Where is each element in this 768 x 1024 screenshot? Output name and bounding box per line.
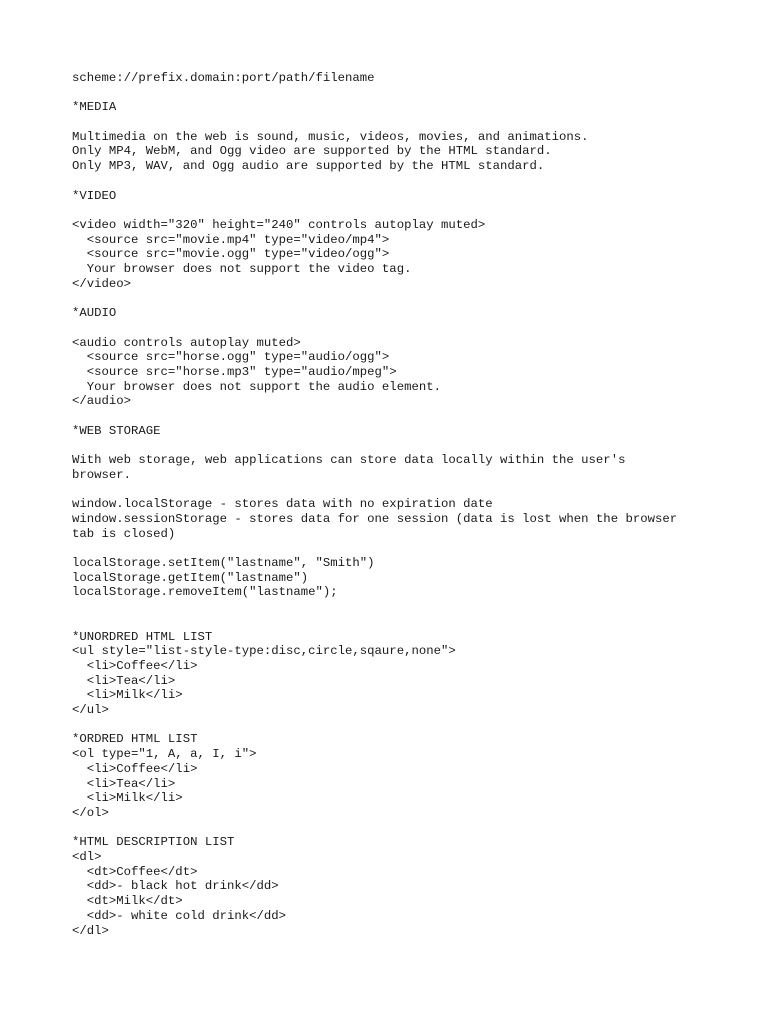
text-line: <source src="movie.mp4" type="video/mp4"> xyxy=(72,232,390,247)
text-line: Your browser does not support the audio element. xyxy=(72,379,441,394)
text-line: localStorage.getItem("lastname") xyxy=(72,570,309,585)
text-line: <source src="horse.mp3" type="audio/mpeg"> xyxy=(72,364,397,379)
text-line: localStorage.removeItem("lastname"); xyxy=(72,585,338,600)
text-line xyxy=(72,86,712,101)
text-line xyxy=(72,409,712,424)
text-line xyxy=(72,438,712,453)
text-line: Only MP4, WebM, and Ogg video are supported by the HTML standard. xyxy=(72,144,552,159)
text-line xyxy=(72,174,712,189)
text-line: With web storage, web applications can store data locally within the user's xyxy=(72,453,626,468)
text-line: <li>Coffee</li> xyxy=(72,658,198,673)
text-line: window.localStorage - stores data with no expiration date xyxy=(72,497,493,512)
text-line: *MEDIA xyxy=(72,100,117,115)
text-line: <li>Coffee</li> xyxy=(72,761,198,776)
text-line xyxy=(72,541,712,556)
text-line: localStorage.setItem("lastname", "Smith") xyxy=(72,556,375,571)
text-line: </ol> xyxy=(72,805,109,820)
text-line xyxy=(72,821,712,836)
text-line: window.sessionStorage - stores data for one session (data is lost when the browser xyxy=(72,511,678,526)
text-line: tab is closed) xyxy=(72,526,176,541)
text-line: </audio> xyxy=(72,394,132,409)
text-line: <source src="movie.ogg" type="video/ogg"> xyxy=(72,247,390,262)
text-line: </ul> xyxy=(72,703,109,718)
text-line: <dt>Milk</dt> xyxy=(72,894,183,909)
text-line xyxy=(72,115,712,130)
text-line: Multimedia on the web is sound, music, videos, movies, and animations. xyxy=(72,129,589,144)
text-line: *HTML DESCRIPTION LIST xyxy=(72,835,235,850)
text-line: <li>Tea</li> xyxy=(72,776,176,791)
text-line: Your browser does not support the video tag. xyxy=(72,262,412,277)
text-line: scheme://prefix.domain:port/path/filename xyxy=(72,71,375,85)
text-line: <dl> xyxy=(72,850,102,865)
text-line: *UNORDRED HTML LIST xyxy=(72,629,213,644)
text-line: </dl> xyxy=(72,923,109,938)
text-line: *VIDEO xyxy=(72,188,117,203)
text-line xyxy=(72,615,712,630)
text-line: <dd>- white cold drink</dd> xyxy=(72,908,287,923)
text-line: <audio controls autoplay muted> xyxy=(72,335,301,350)
text-line: <ol type="1, A, a, I, i"> xyxy=(72,747,257,762)
text-line: <li>Milk</li> xyxy=(72,791,183,806)
text-line xyxy=(72,483,712,498)
text-line: <video width="320" height="240" controls autoplay muted> xyxy=(72,217,486,232)
text-line: *AUDIO xyxy=(72,306,117,321)
text-line: Only MP3, WAV, and Ogg audio are supported by the HTML standard. xyxy=(72,159,545,174)
text-line xyxy=(72,203,712,218)
text-line: <li>Tea</li> xyxy=(72,673,176,688)
text-line xyxy=(72,321,712,336)
text-line: <dt>Coffee</dt> xyxy=(72,864,198,879)
text-line xyxy=(72,600,712,615)
text-line: *WEB STORAGE xyxy=(72,423,161,438)
text-line: <li>Milk</li> xyxy=(72,688,183,703)
text-line: <dd>- black hot drink</dd> xyxy=(72,879,279,894)
text-line: <source src="horse.ogg" type="audio/ogg"> xyxy=(72,350,390,365)
document-text xyxy=(72,71,712,938)
text-line: *ORDRED HTML LIST xyxy=(72,732,198,747)
text-line: browser. xyxy=(72,467,132,482)
text-line xyxy=(72,718,712,733)
text-line: </video> xyxy=(72,276,132,291)
text-line xyxy=(72,291,712,306)
text-line: <ul style="list-style-type:disc,circle,sqaure,none"> xyxy=(72,644,456,659)
